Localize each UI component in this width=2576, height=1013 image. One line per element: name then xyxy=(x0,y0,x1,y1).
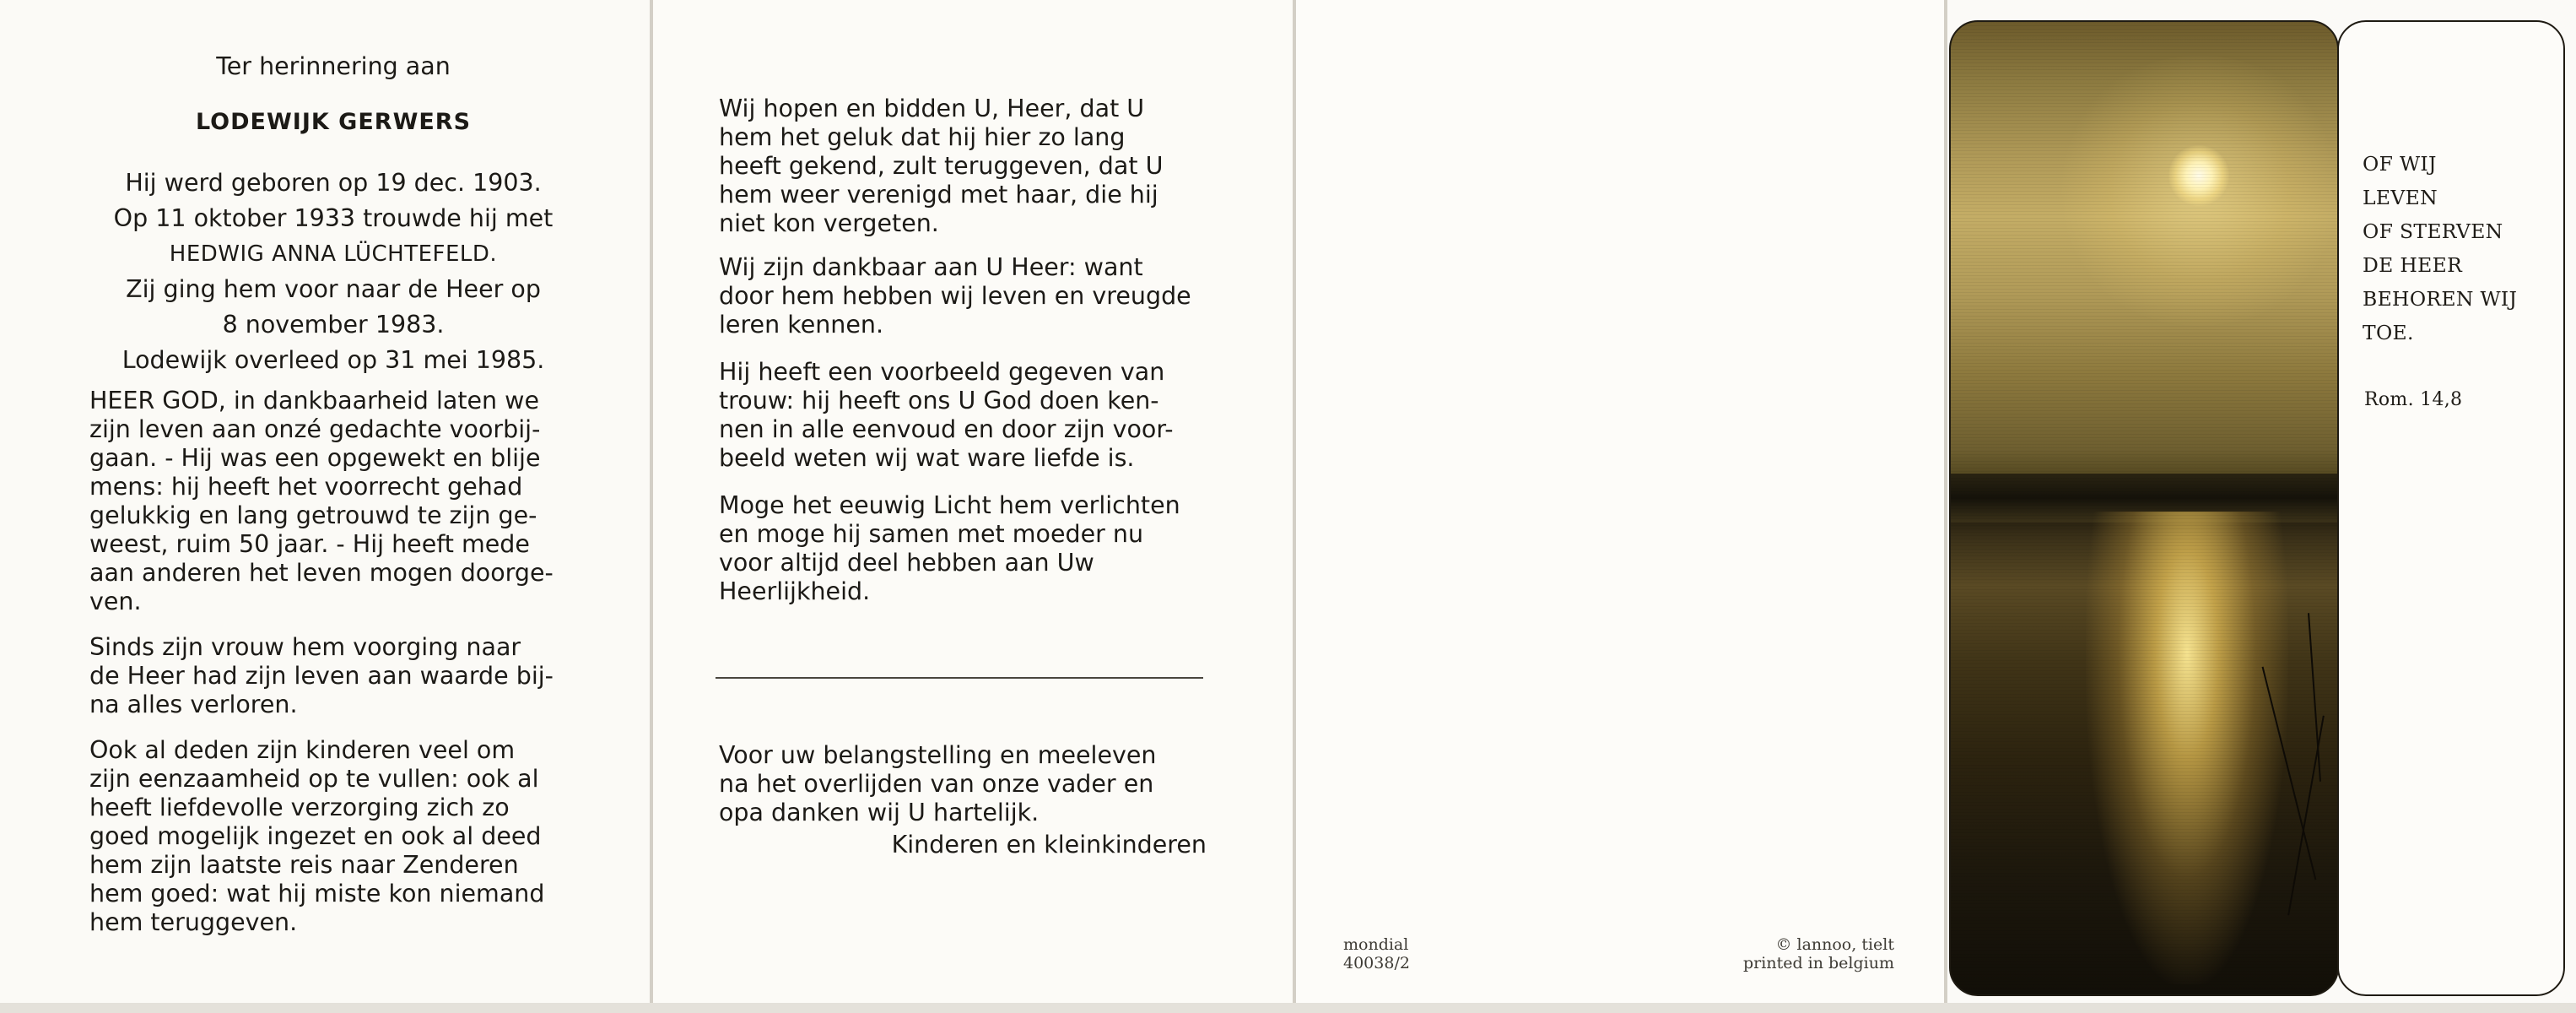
bio-line: Lodewijk overleed op 31 mei 1985. xyxy=(122,346,545,374)
prayer-paragraph: Hij heeft een voorbeeld gegeven van trouw: hij heeft ons U God doen ken- nen in alle eenvoud en door zijn voor- beeld weten wij wat ware liefde is. xyxy=(719,358,1174,472)
printer-credit: © lannoo, tielt printed in belgium xyxy=(1743,935,1894,972)
deceased-name: LODEWIJK GERWERS xyxy=(195,109,472,135)
bible-verse: OF WIJ LEVEN OF STERVEN DE HEER BEHOREN WIJ TOE. xyxy=(2363,152,2518,344)
prayer-paragraph: Wij hopen en bidden U, Heer, dat U hem het geluk dat hij hier zo lang heeft gekend, zult teruggeven, dat U hem weer verenigd met haar, die hij niet kon vergeten. xyxy=(719,95,1164,237)
bio-line: Zij ging hem voor naar de Heer op xyxy=(126,275,541,303)
divider-line xyxy=(716,677,1203,679)
thanks-paragraph: Voor uw belangstelling en meeleven na het overlijden van onze vader en opa danken wij U hartelijk. xyxy=(719,741,1157,826)
tribute-paragraph: Ook al deden zijn kinderen veel om zijn eenzaamheid op te vullen: ook al heeft liefdevolle verzorging zich zo goed mogelijk ingezet en ook al deed hem zijn laatste reis naar Zenderen hem goed: wat hij miste kon niemand hem teruggeven. xyxy=(89,736,545,936)
back-card-page xyxy=(1296,0,1946,1003)
biography-block xyxy=(0,165,667,378)
verse-reference: Rom. 14,8 xyxy=(2364,389,2463,410)
page-fold xyxy=(1944,0,1947,1003)
page-fold xyxy=(1293,0,1296,1003)
tribute-paragraph: HEER GOD, in dankbaarheid laten we zijn leven aan onzé gedachte voorbij- gaan. - Hij was een opgewekt en blije mens: hij heeft het voorrecht gehad gelukkig en lang getrouwd te zijn ge- weest, ruim 50 jaar. - Hij heeft mede aan anderen het leven mogen doorge- ven. xyxy=(89,387,554,615)
memorial-heading: Ter herinnering aan xyxy=(216,52,451,80)
signature: Kinderen en kleinkinderen xyxy=(891,831,1207,859)
tribute-paragraph: Sinds zijn vrouw hem voorging naar de Heer had zijn leven aan waarde bij- na alles verloren. xyxy=(89,633,554,718)
publisher-code: mondial 40038/2 xyxy=(1343,935,1410,972)
page-fold xyxy=(650,0,653,1003)
prayer-paragraph: Wij zijn dankbaar aan U Heer: want door hem hebben wij leven en vreugde leren kennen. xyxy=(719,253,1191,339)
bio-line: 8 november 1983. xyxy=(222,311,445,339)
prayer-paragraph: Moge het eeuwig Licht hem verlichten en moge hij samen met moeder nu voor altijd deel hebben aan Uw Heerlijkheid. xyxy=(719,491,1180,605)
bio-line: HEDWIG ANNA LÜCHTEFELD. xyxy=(169,241,498,267)
bio-line: Hij werd geboren op 19 dec. 1903. xyxy=(125,169,542,197)
bio-line: Op 11 oktober 1933 trouwde hij met xyxy=(113,204,554,232)
photo-texture xyxy=(1951,22,2337,994)
sunset-lake-photo xyxy=(1949,20,2339,996)
